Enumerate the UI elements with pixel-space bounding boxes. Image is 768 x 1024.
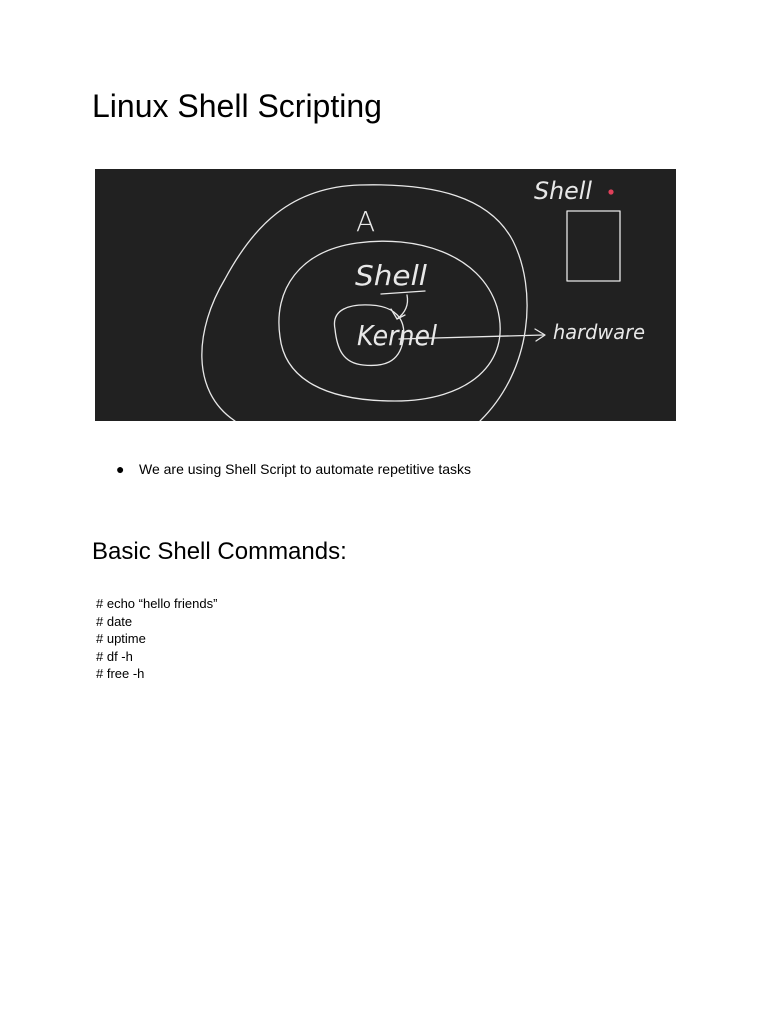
command-line-echo: # echo “hello friends” bbox=[96, 596, 218, 611]
shell-to-kernel-arrow bbox=[397, 295, 408, 319]
bullet-list bbox=[116, 459, 471, 479]
bullet-text: We are using Shell Script to automate repetitive tasks bbox=[139, 461, 472, 477]
command-line-df: # df -h bbox=[96, 648, 133, 664]
page-title: Linux Shell Scripting bbox=[92, 88, 382, 124]
shell-label: Shell bbox=[355, 259, 428, 292]
command-line-free: # free -h bbox=[96, 666, 145, 682]
list-item bbox=[116, 459, 471, 479]
command-line-date: # date bbox=[96, 613, 133, 629]
section-heading: Basic Shell Commands: bbox=[92, 538, 347, 565]
bullet-dot: ● bbox=[116, 461, 125, 477]
legend-box bbox=[567, 211, 620, 281]
shell-kernel-sketch bbox=[95, 169, 676, 421]
hardware-label: hardware bbox=[553, 320, 645, 344]
legend-shell-label: Shell bbox=[534, 177, 593, 205]
pen-pointer-dot bbox=[608, 189, 613, 194]
command-list bbox=[96, 595, 217, 683]
kernel-label: Kernel bbox=[357, 319, 438, 352]
outer-label: A bbox=[356, 205, 376, 238]
command-line-uptime: # uptime bbox=[96, 631, 146, 647]
